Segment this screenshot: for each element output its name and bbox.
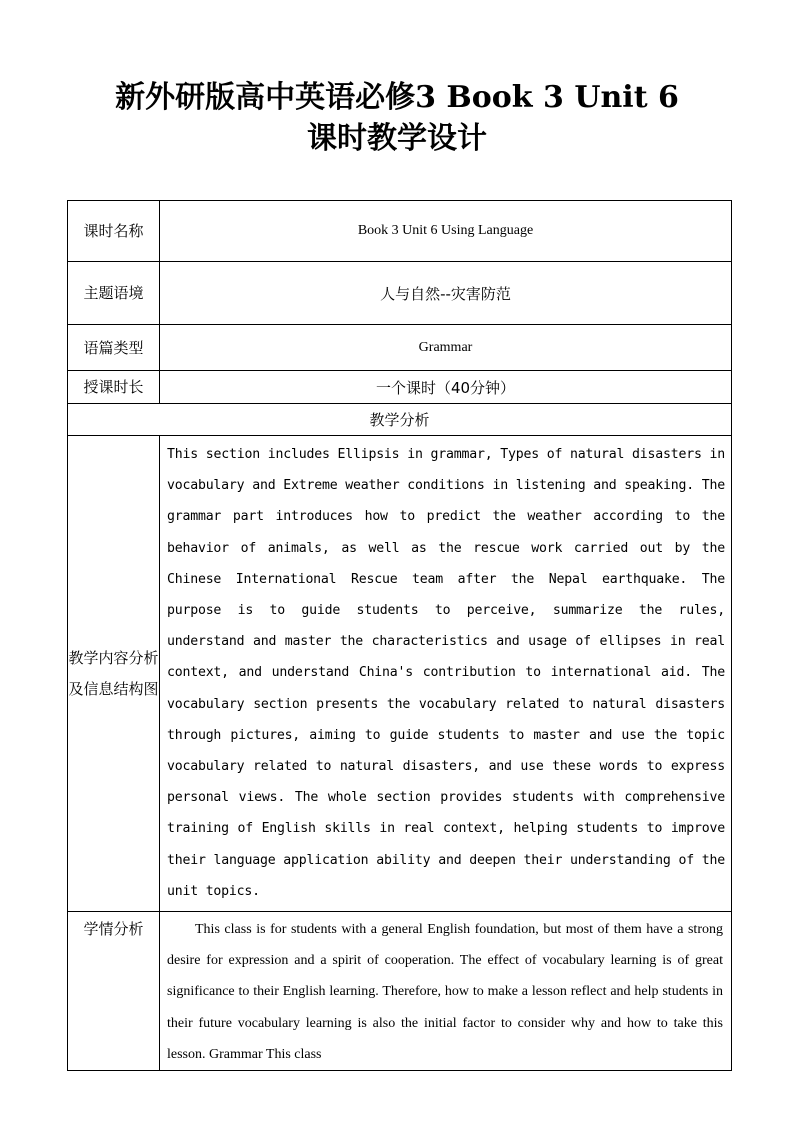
row-label-text-type: 语篇类型 — [68, 325, 160, 371]
table-row — [68, 262, 732, 325]
lesson-design-table — [67, 200, 732, 1071]
table-row — [68, 325, 732, 371]
row-value-duration: 一个课时（40分钟） — [160, 371, 732, 404]
table-row — [68, 436, 732, 912]
row-value-content-analysis: This section includes Ellipsis in grammar, Types of natural disasters in vocabulary and Extreme weather conditions in listening and speaking. The grammar part introduces how to predict the weather according to the behavior of animals, as well as the rescue work carried out by the Chinese International Rescue team after the Nepal earthquake. The purpose is to guide students to perceive, summarize the rules, understand and master the characteristics and usage of ellipses in real context, and understand China's contribution to international aid. The vocabulary section presents the vocabulary related to natural disasters through pictures, aiming to guide students to master and use the topic vocabulary related to natural disasters, and use these words to express personal views. The whole section provides students with comprehensive training of English skills in real context, helping students to improve their language application ability and deepen their understanding of the unit topics. — [160, 436, 732, 912]
table-row — [68, 404, 732, 436]
row-value-lesson-name: Book 3 Unit 6 Using Language — [160, 201, 732, 262]
table-row — [68, 371, 732, 404]
table-row — [68, 912, 732, 1071]
table-row — [68, 201, 732, 262]
row-value-learner-analysis: This class is for students with a general English foundation, but most of them have a strong desire for expression and a spirit of cooperation. The effect of vocabulary learning is of great significance to their English learning. Therefore, how to make a lesson reflect and help students in their future vocabulary learning is also the initial factor to consider why and how to take this lesson. Grammar This class — [160, 912, 732, 1071]
document-title-line-1: 新外研版高中英语必修3 Book 3 Unit 6 — [115, 80, 679, 115]
row-label-duration: 授课时长 — [68, 371, 160, 404]
row-label-theme: 主题语境 — [68, 262, 160, 325]
row-label-lesson-name: 课时名称 — [68, 201, 160, 262]
row-value-text-type: Grammar — [160, 325, 732, 371]
section-header-teaching-analysis: 教学分析 — [68, 404, 732, 436]
row-label-learner-analysis: 学情分析 — [68, 912, 160, 1071]
row-label-content-analysis: 教学内容分析及信息结构图 — [68, 436, 160, 912]
row-value-theme: 人与自然--灾害防范 — [160, 262, 732, 325]
document-title-line-2: 课时教学设计 — [307, 121, 487, 156]
